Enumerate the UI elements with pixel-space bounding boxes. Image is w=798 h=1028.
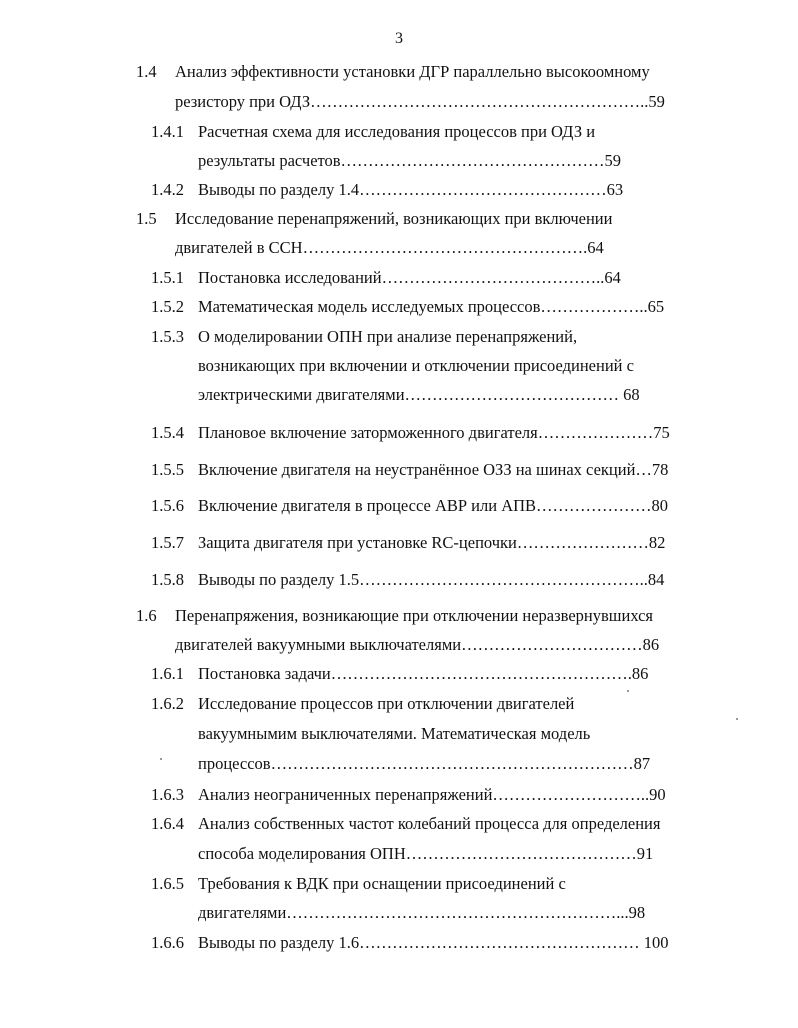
toc-entry-title: Включение двигателя на неустранённое ОЗЗ на шинах секций…78 [198,460,669,479]
toc-entry-title: вакуумнымим выключателями. Математическая модель [198,724,591,743]
toc-entry-number: 1.5.3 [151,327,184,346]
toc-entry-title: Исследование перенапряжений, возникающих при включении [175,209,613,228]
toc-entry-title: способа моделирования ОПН……………………………………91 [198,844,654,863]
toc-entry-title: Постановка исследований…………………………………..64 [198,268,621,287]
toc-entry-title: Анализ неограниченных перенапряжений………………………..90 [198,785,666,804]
toc-entry-title: Анализ собственных частот колебаний процесса для определения [198,814,661,833]
toc-entry-title: Постановка задачи……………………………………………….86 [198,664,649,683]
scan-speck [736,718,738,720]
toc-entry-title: результаты расчетов…………………………………………59 [198,151,622,170]
toc-entry-title: электрическими двигателями………………………………… 68 [198,385,640,404]
scan-speck [160,758,162,760]
toc-entry-title: Выводы по разделу 1.5……………………………………………..84 [198,570,665,589]
toc-entry-title: Математическая модель исследуемых процессов………………..65 [198,297,665,316]
toc-entry-title: двигателей в ССН…………………………………………….64 [175,238,604,257]
toc-entry-number: 1.5.8 [151,570,184,589]
toc-entry-number: 1.5.4 [151,423,184,442]
toc-entry-number: 1.5.2 [151,297,184,316]
toc-entry-number: 1.6.1 [151,664,184,683]
toc-entry-number: 1.5.7 [151,533,184,552]
scan-speck [627,690,629,692]
toc-entry-title: Выводы по разделу 1.6…………………………………………… 100 [198,933,669,952]
toc-entry-number: 1.6 [136,606,157,625]
toc-entry-number: 1.5 [136,209,157,228]
toc-entry-number: 1.4.2 [151,180,184,199]
toc-entry-title: Включение двигателя в процессе АВР или АПВ…………………80 [198,496,669,515]
toc-entry-title: двигателей вакуумными выключателями……………………………86 [175,635,660,654]
toc-entry-title: Анализ эффективности установки ДГР параллельно высокоомному [175,62,650,81]
toc-entry-number: 1.6.2 [151,694,184,713]
toc-entry-title: процессов…………………………………………………………87 [198,754,651,773]
toc-entry-number: 1.6.4 [151,814,184,833]
toc-entry-title: Требования к ВДК при оснащении присоединений с [198,874,566,893]
toc-entry-title: возникающих при включении и отключении присоединений с [198,356,634,375]
toc-entry-number: 1.5.1 [151,268,184,287]
toc-entry-title: Защита двигателя при установке RC-цепочки……………………82 [198,533,666,552]
toc-entry-title: двигателями……………………………………………………...98 [198,903,646,922]
toc-entry-number: 1.4.1 [151,122,184,141]
toc-entry-title: Исследование процессов при отключении двигателей [198,694,575,713]
toc-entry-title: Расчетная схема для исследования процессов при ОДЗ и [198,122,596,141]
toc-entry-title: Перенапряжения, возникающие при отключении неразвернувшихся [175,606,654,625]
toc-entry-title: резистору при ОДЗ……………………………………………………..59 [175,92,665,111]
page-number: 3 [395,30,403,47]
toc-entry-number: 1.4 [136,62,157,81]
toc-entry-number: 1.6.6 [151,933,184,952]
toc-entry-title: Выводы по разделу 1.4………………………………………63 [198,180,624,199]
toc-entry-title: Плановое включение заторможенного двигателя…………………75 [198,423,670,442]
toc-entry-number: 1.6.5 [151,874,184,893]
toc-entry-number: 1.6.3 [151,785,184,804]
toc-entry-number: 1.5.6 [151,496,184,515]
toc-entry-number: 1.5.5 [151,460,184,479]
toc-entry-title: О моделировании ОПН при анализе перенапряжений, [198,327,578,346]
